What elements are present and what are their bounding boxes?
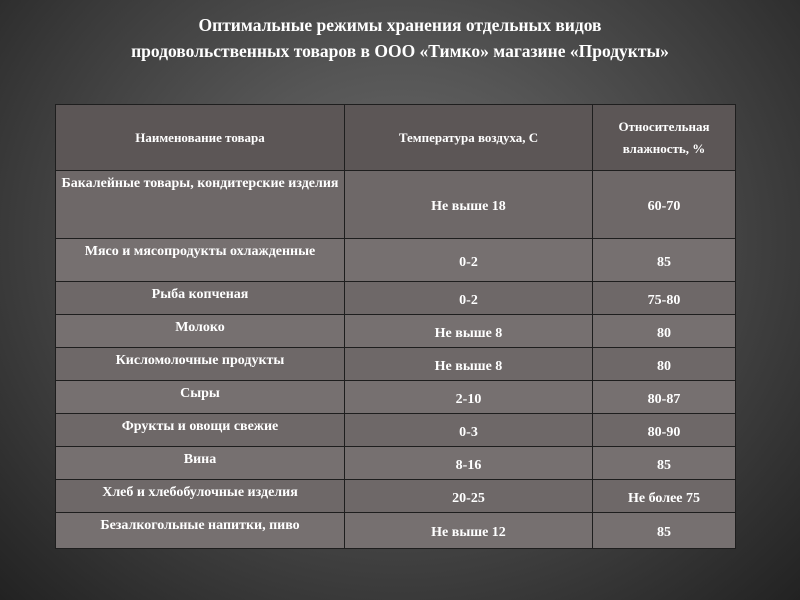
cell-humidity-text: 75-80	[647, 292, 681, 308]
cell-humidity	[593, 315, 736, 348]
cell-product-name: Молоко	[56, 315, 345, 348]
cell-humidity-text: 80-87	[647, 391, 681, 407]
cell-humidity-text: 80-90	[647, 424, 681, 440]
header-product-name: Наименование товара	[56, 105, 345, 171]
cell-product-name: Хлеб и хлебобулочные изделия	[56, 480, 345, 513]
cell-humidity	[593, 381, 736, 414]
table-row	[56, 315, 736, 348]
cell-product-name: Сыры	[56, 381, 345, 414]
cell-temperature	[345, 414, 593, 447]
cell-temperature-text: 0-2	[459, 292, 478, 308]
table-row	[56, 171, 736, 239]
cell-humidity	[593, 414, 736, 447]
cell-temperature-text: 0-2	[459, 254, 478, 270]
title-line-1: Оптимальные режимы хранения отдельных видов	[198, 15, 602, 35]
title-line-2: продовольственных товаров в ООО «Тимко» магазине «Продукты»	[131, 41, 669, 61]
table-row	[56, 381, 736, 414]
header-humidity: Относительная влажность, %	[593, 105, 736, 171]
cell-humidity-text: 85	[657, 457, 671, 473]
table-row	[56, 480, 736, 513]
cell-temperature	[345, 239, 593, 282]
cell-humidity-text: 60-70	[647, 199, 681, 214]
cell-product-name: Мясо и мясопродукты охлажденные	[56, 239, 345, 282]
header-temperature: Температура воздуха, С	[345, 105, 593, 171]
cell-humidity-text: 85	[657, 525, 671, 540]
cell-temperature	[345, 480, 593, 513]
cell-temperature	[345, 282, 593, 315]
cell-humidity-text: 80	[657, 325, 671, 341]
cell-temperature	[345, 447, 593, 480]
cell-temperature-text: Не выше 8	[434, 358, 503, 374]
cell-temperature-text: Не выше 18	[431, 199, 506, 214]
table-row	[56, 239, 736, 282]
cell-product-name: Вина	[56, 447, 345, 480]
cell-humidity	[593, 480, 736, 513]
storage-table	[55, 104, 736, 549]
cell-temperature	[345, 513, 593, 549]
cell-humidity	[593, 513, 736, 549]
cell-humidity-text: Не более 75	[627, 490, 701, 506]
cell-humidity	[593, 447, 736, 480]
cell-product-name: Безалкогольные напитки, пиво	[56, 513, 345, 549]
cell-temperature	[345, 348, 593, 381]
cell-temperature	[345, 171, 593, 239]
table-header-row	[56, 105, 736, 171]
cell-temperature	[345, 381, 593, 414]
table-row	[56, 348, 736, 381]
cell-humidity	[593, 239, 736, 282]
cell-temperature	[345, 315, 593, 348]
cell-temperature-text: 0-3	[459, 424, 478, 440]
table-row	[56, 513, 736, 549]
cell-temperature-text: Не выше 12	[431, 525, 506, 540]
table-row	[56, 282, 736, 315]
cell-product-name: Рыба копченая	[56, 282, 345, 315]
cell-temperature-text: 20-25	[452, 490, 485, 506]
cell-humidity	[593, 282, 736, 315]
cell-humidity	[593, 171, 736, 239]
cell-product-name: Бакалейные товары, кондитерские изделия	[56, 171, 345, 239]
page-title	[0, 12, 800, 64]
cell-humidity-text: 85	[657, 254, 671, 270]
cell-temperature-text: 2-10	[455, 391, 482, 407]
cell-product-name: Кисломолочные продукты	[56, 348, 345, 381]
cell-temperature-text: 8-16	[455, 457, 482, 473]
cell-temperature-text: Не выше 8	[434, 325, 503, 341]
table-row	[56, 447, 736, 480]
cell-humidity-text: 80	[657, 358, 671, 374]
table-row	[56, 414, 736, 447]
cell-product-name: Фрукты и овощи свежие	[56, 414, 345, 447]
cell-humidity	[593, 348, 736, 381]
